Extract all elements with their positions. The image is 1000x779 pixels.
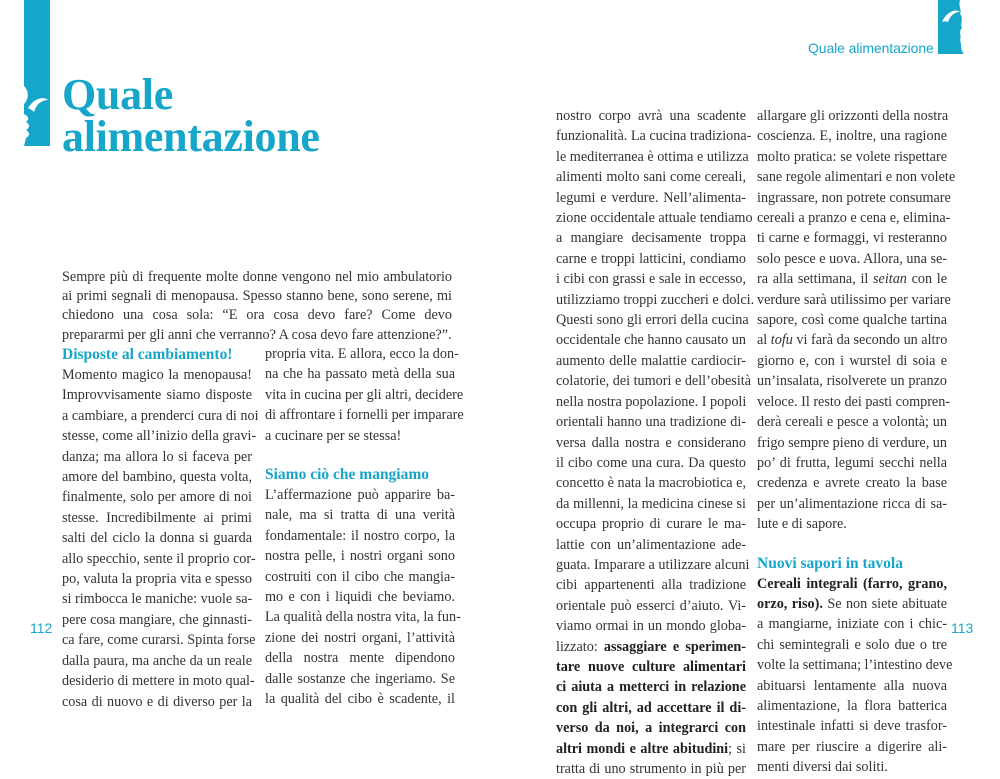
- text-line: Questi sono gli errori della cucina: [556, 312, 749, 329]
- text-line: dalla paura, ma anche da un reale: [62, 652, 252, 669]
- text-line: stesse. Incredibilmente ai primi: [62, 509, 252, 526]
- text-line: verdure sarà utilissimo per variare: [757, 291, 951, 308]
- text-line: occidentale che hanno causato un: [556, 332, 746, 349]
- emphasis-text: altri mondi e altre abitudini: [556, 740, 729, 757]
- text-column-1: [62, 344, 259, 712]
- text-line: salti del ciclo la donna si guarda: [62, 530, 252, 547]
- text-line: [757, 574, 947, 594]
- text-line: propria vita. E allora, ecco la don-: [265, 346, 459, 362]
- text-line: molto pratica: se volete rispettare: [757, 148, 947, 165]
- body-text: [556, 106, 755, 637]
- text-line: vita in cucina per gli altri, decidere: [265, 386, 464, 403]
- chapter-title-line: Quale: [62, 70, 173, 119]
- text-line: allargare gli orizzonti della nostra: [757, 108, 949, 124]
- body-text: [265, 485, 461, 709]
- text-line: cibi appartenenti alla tradizione: [556, 577, 746, 594]
- text-line: [556, 698, 746, 718]
- text-line: zione occidentale attuale tendiamo: [556, 210, 753, 227]
- text-line: a cambiare, a prenderci cura di noi: [62, 407, 259, 424]
- text-line: danza; ma allora lo si faceva per: [62, 448, 252, 465]
- italic-term: tofu: [770, 332, 793, 349]
- text-line: guata. Imparare a utilizzare alcuni: [556, 556, 750, 573]
- text-line: Momento magico la menopausa!: [62, 367, 252, 383]
- text-line: desiderio di mettere in moto qual-: [62, 673, 255, 690]
- text-line: lattie con un’alimentazione ade-: [556, 536, 746, 553]
- running-head: Quale alimentazione: [808, 40, 934, 56]
- text-line: altri mondi e altre abitudini; si: [556, 740, 747, 757]
- body-text: [757, 351, 951, 535]
- text-line: orientale può esserci d’aiuto. Vi-: [556, 597, 746, 614]
- text-line: La qualità della nostra vita, la fun-: [265, 609, 461, 626]
- text-line: giorno e, con i wurstel di soia e: [757, 352, 947, 369]
- text-line: un’insalata, risolverete un pranzo: [757, 373, 947, 390]
- text-line: nella nostra popolazione. I popoli: [556, 393, 747, 410]
- text-line: derà cereali e pesce a volontà; un: [757, 414, 947, 431]
- text-line: da millenni, la medicina cinese si: [556, 495, 746, 512]
- text-line: nostro corpo avrà una scadente: [556, 108, 746, 124]
- text-line: mo e con i liquidi che beviamo.: [265, 589, 455, 606]
- text-line: cosa di nuovo e di diverso per la: [62, 693, 252, 710]
- text-line: na che ha passato metà della sua: [265, 366, 455, 383]
- emphasis-text: assaggiare e sperimen-: [603, 638, 746, 655]
- text-line: occupa proprio di curare le ma-: [556, 516, 746, 533]
- section-heading: Disposte al cambiamento!: [62, 346, 233, 363]
- text-line: costruiti con il cibo che mangia-: [265, 568, 455, 585]
- text-line: credenza e avrete creato la base: [757, 475, 947, 492]
- text-line: solo pesce e uova. Allora, una se-: [757, 250, 947, 267]
- text-line: volte la settimana; l’intestino deve: [757, 657, 953, 674]
- text-line: frigo sempre pieno di verdure, un: [757, 434, 947, 451]
- text-line: alimenti molto sani come cereali,: [556, 169, 746, 186]
- text-line: concetto è nata la macrobiotica e,: [556, 475, 746, 492]
- text-line: a mangiarne, iniziate con i chic-: [757, 616, 947, 633]
- section-heading: Nuovi sapori in tavola: [757, 554, 903, 572]
- emphasis-text: tare nuove culture alimentari: [556, 658, 746, 675]
- text-line: della nostra mente dipendono: [265, 650, 455, 667]
- text-line: stesse, come all’inizio della gravi-: [62, 428, 257, 445]
- text-line: finalmente, solo per amore di noi: [62, 489, 252, 506]
- text-line: lizzato: assaggiare e sperimen-: [556, 638, 746, 655]
- text-line: ra alla settimana, il seitan con le: [757, 271, 947, 288]
- text-line: fondamentale: il nostro corpo, la: [265, 527, 455, 544]
- text-line: al tofu vi farà da secondo un altro: [757, 332, 948, 349]
- intro-paragraph: Sempre più di frequente molte donne vengono nel mio ambulatorio ai primi segnali di menopausa. Spesso stanno bene, sono serene, mi chiedono una cosa sola: “E ora cosa devo fare? Come devo prepararmi per gli anni che verranno? A cosa devo fare attenzione?”.: [62, 269, 452, 343]
- leaf-face-icon: [938, 0, 964, 54]
- text-line: cereali a pranzo e cena e, elimina-: [757, 210, 951, 227]
- text-line: orzo, riso). Se non siete abituate: [757, 595, 947, 612]
- text-line: [556, 718, 746, 738]
- text-line: viamo ormai in un mondo globa-: [556, 618, 746, 635]
- text-line: legumi e verdure. Nell’alimenta-: [556, 189, 746, 206]
- text-line: ingrassare, non potrete consumare: [757, 189, 951, 206]
- text-line: po’ di frutta, legumi secchi nella: [757, 454, 947, 471]
- emphasis-text: ci aiuta a metterci in relazione: [556, 679, 746, 696]
- chapter-title-line: alimentazione: [62, 112, 320, 161]
- text-line: ti carne e formaggi, vi resteranno: [757, 230, 947, 247]
- text-line: di affrontare i fornelli per imparare: [265, 407, 464, 424]
- text-line: carne e troppi latticini, condiamo: [556, 250, 746, 267]
- text-line: aumento delle malattie cardiocir-: [556, 352, 746, 369]
- text-line: utilizziamo troppi zuccheri e dolci.: [556, 291, 755, 308]
- text-line: po, valuta la propria vita e spesso: [62, 571, 252, 588]
- text-line: le mediterranea è ottima e utilizza: [556, 148, 749, 165]
- text-line: amore del bambino, questa volta,: [62, 469, 252, 486]
- text-line: a mangiare decisamente troppa: [556, 230, 746, 247]
- text-line: alimentazione, la flora batterica: [757, 697, 947, 714]
- italic-term: seitan: [873, 271, 907, 288]
- text-line: versa dalla nostra e considerano: [556, 434, 746, 451]
- text-line: abituarsi lentamente alla nuova: [757, 677, 947, 694]
- text-line: colatorie, dei tumori e dell’obesità: [556, 373, 752, 390]
- text-line: L’affermazione può apparire ba-: [265, 487, 455, 504]
- body-text: [757, 106, 956, 269]
- text-line: [556, 657, 746, 677]
- text-line: tratta di uno strumento in più per: [556, 761, 746, 777]
- text-line: lute e di sapore.: [757, 516, 847, 533]
- text-line: Improvvisamente siamo disposte: [62, 387, 252, 404]
- text-line: si rimbocca le maniche: vuole sa-: [62, 591, 253, 608]
- body-text: [62, 365, 259, 712]
- text-line: nale, ma si tratta di una verità: [265, 507, 455, 524]
- text-line: ca fare, come curarsi. Spinta forse: [62, 632, 256, 649]
- chapter-title: [62, 70, 320, 161]
- text-line: per un’alimentazione ricca di sa-: [757, 495, 947, 512]
- text-column-2: [265, 344, 464, 710]
- emphasis-text: Cereali integrali (farro, grano,: [757, 575, 947, 592]
- text-line: mare per riuscire a digerire ali-: [757, 738, 947, 755]
- text-line: il cibo come una cura. Da questo: [556, 454, 746, 471]
- emphasis-text: con gli altri, ad accettare il di-: [556, 699, 746, 716]
- text-line: nostra pelle, i nostri organi sono: [265, 548, 455, 565]
- text-line: funzionalità. La cucina tradiziona-: [556, 128, 752, 145]
- text-line: intestinale infatti si deve trasfor-: [757, 718, 947, 735]
- emphasis-text: verso da noi, a integrarci con: [556, 720, 746, 737]
- chapter-tab-left: [24, 0, 50, 146]
- text-line: la qualità del cibo è scadente, il: [265, 691, 455, 708]
- text-line: a cucinare per se stessa!: [265, 427, 402, 444]
- emphasis-text: orzo, riso).: [757, 595, 823, 612]
- text-line: pere cosa mangiare, che ginnasti-: [62, 611, 252, 628]
- body-text: [757, 614, 953, 777]
- text-line: dalle sostanze che ingeriamo. Se: [265, 670, 455, 687]
- text-line: allo specchio, sente il proprio cor-: [62, 550, 256, 567]
- chapter-tab-right: [938, 0, 964, 54]
- text-line: menti diversi dai soliti.: [757, 759, 888, 776]
- text-line: coscienza. E, inoltre, una ragione: [757, 128, 947, 145]
- text-line: sapore, così come qualche tartina: [757, 312, 947, 329]
- text-line: zione dei nostri organi, l’attività: [265, 629, 455, 646]
- text-column-3: [556, 106, 755, 779]
- text-line: chi semintegrali e solo due o tre: [757, 636, 947, 653]
- body-text: [265, 344, 464, 446]
- leaf-face-icon: [24, 86, 50, 146]
- text-line: sane regole alimentari e non volete: [757, 169, 956, 186]
- text-line: orientali hanno una tradizione di-: [556, 414, 746, 431]
- text-line: [556, 677, 746, 697]
- section-heading: Siamo ciò che mangiamo: [265, 466, 430, 484]
- page-number-left: 112: [30, 620, 53, 636]
- text-line: i cibi con grassi e sale in eccesso,: [556, 271, 746, 288]
- text-line: veloce. Il resto dei pasti compren-: [757, 393, 951, 410]
- page-number-right: 113: [951, 620, 974, 636]
- text-column-4: [757, 106, 956, 778]
